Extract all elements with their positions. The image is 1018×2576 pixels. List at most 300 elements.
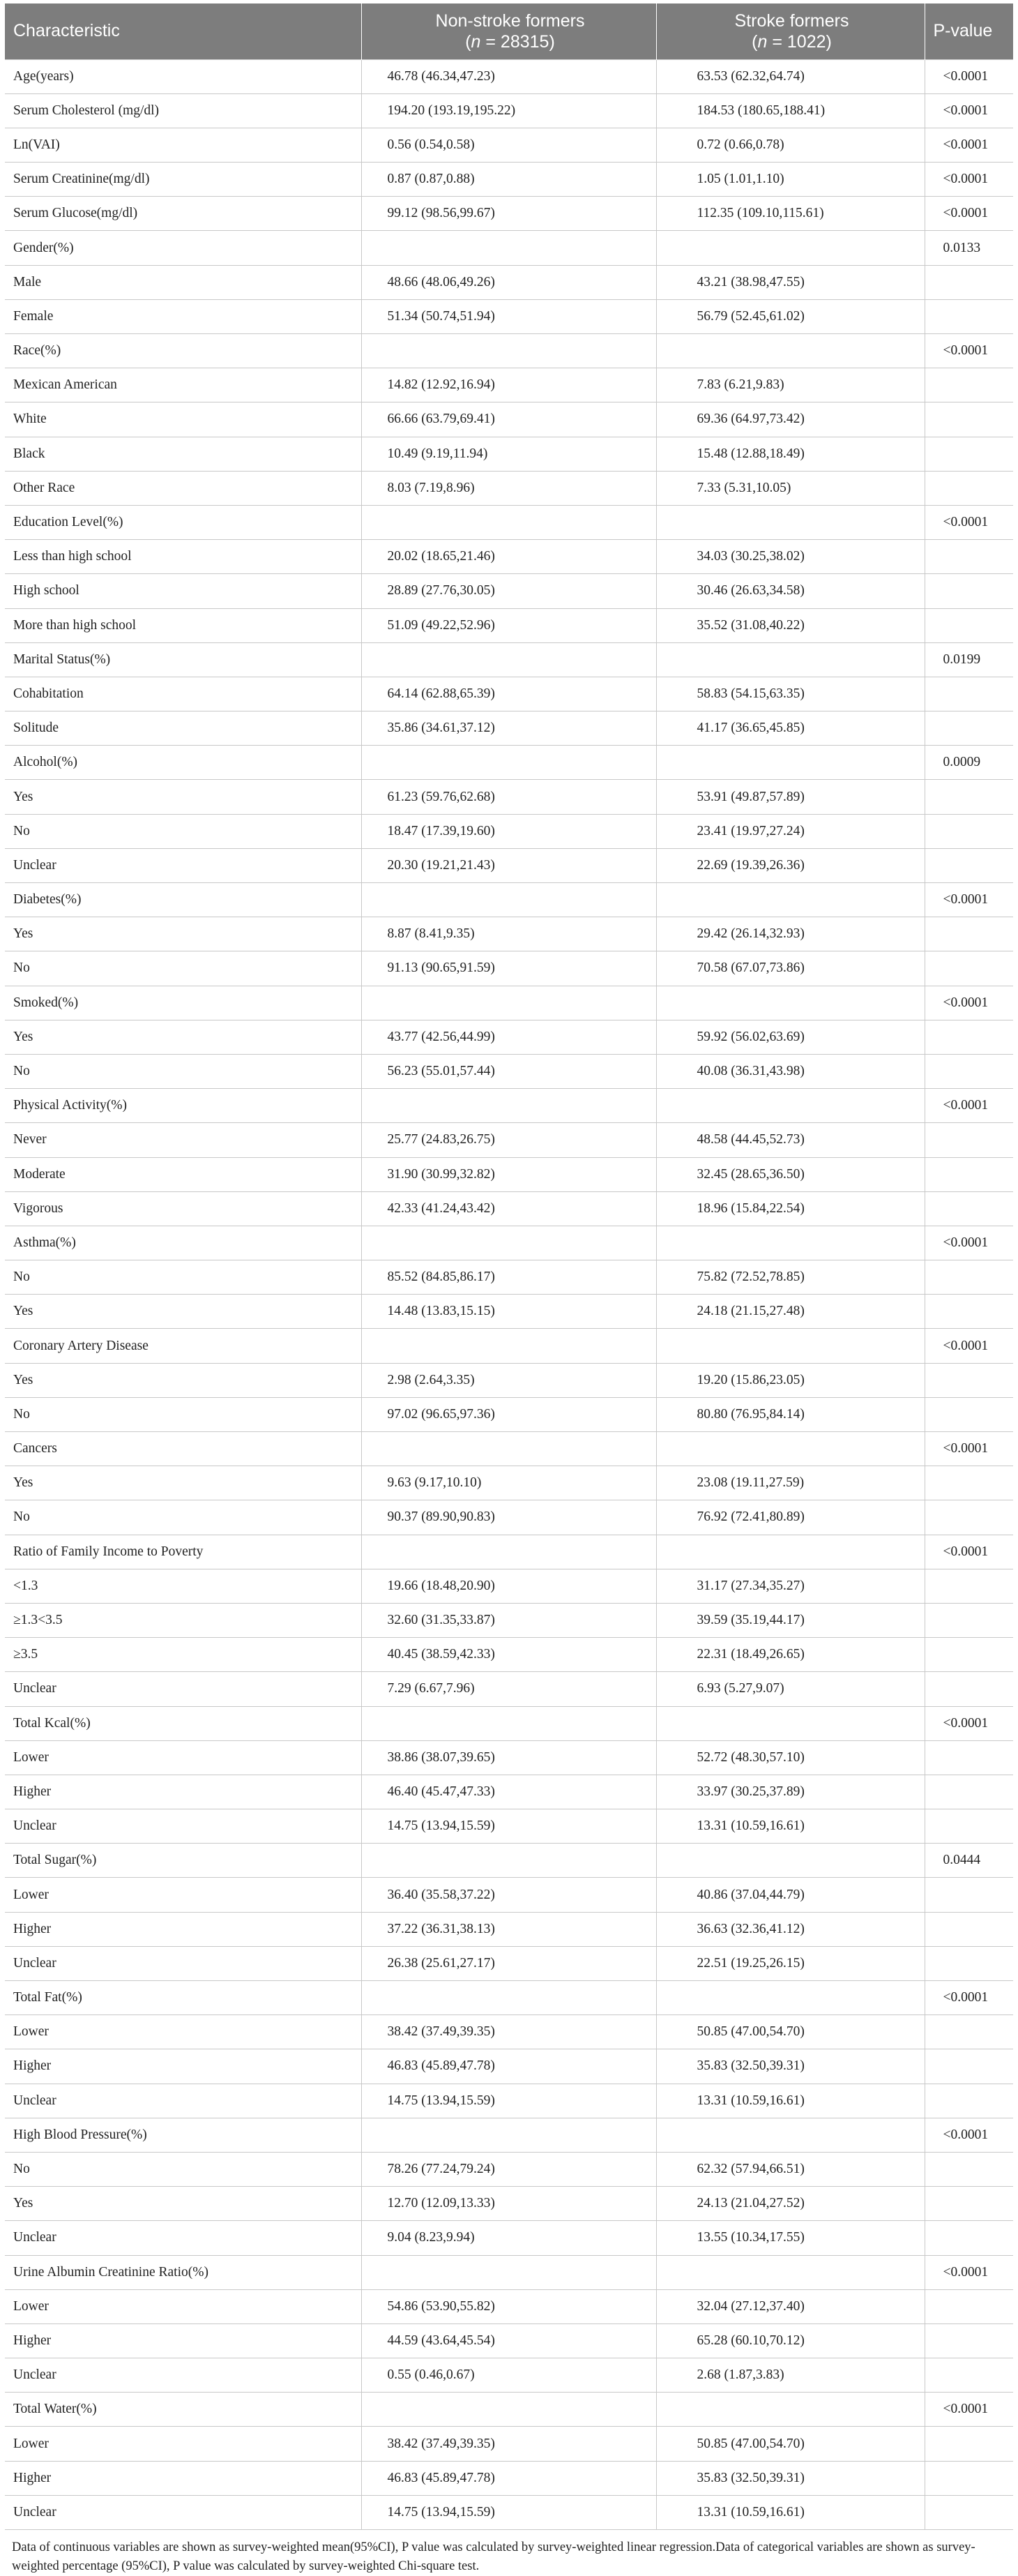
cell-characteristic: High Blood Pressure(%) xyxy=(5,2118,361,2152)
cell-p-value xyxy=(925,1912,1013,1946)
cell-characteristic: <1.3 xyxy=(5,1569,361,1603)
cell-p-value: <0.0001 xyxy=(925,163,1013,197)
cell-stroke-value: 56.79 (52.45,61.02) xyxy=(656,299,925,333)
cell-characteristic: Smoked(%) xyxy=(5,986,361,1020)
cell-non-stroke-value: 9.63 (9.17,10.10) xyxy=(361,1466,656,1500)
cell-stroke-value xyxy=(656,334,925,368)
cell-non-stroke-value: 7.29 (6.67,7.96) xyxy=(361,1672,656,1706)
cell-stroke-value: 31.17 (27.34,35.27) xyxy=(656,1569,925,1603)
cell-characteristic: Unclear xyxy=(5,1946,361,1980)
cell-stroke-value: 36.63 (32.36,41.12) xyxy=(656,1912,925,1946)
table-row xyxy=(5,1500,1013,1535)
cell-non-stroke-value xyxy=(361,2255,656,2289)
cell-non-stroke-value: 46.83 (45.89,47.78) xyxy=(361,2461,656,2495)
table-row xyxy=(5,437,1013,471)
table-row xyxy=(5,2427,1013,2461)
cell-p-value xyxy=(925,780,1013,814)
cell-characteristic: ≥3.5 xyxy=(5,1638,361,1672)
cell-stroke-value: 63.53 (62.32,64.74) xyxy=(656,59,925,93)
cell-stroke-value: 13.55 (10.34,17.55) xyxy=(656,2221,925,2255)
table-row xyxy=(5,848,1013,882)
cell-non-stroke-value: 14.75 (13.94,15.59) xyxy=(361,2495,656,2529)
table-row xyxy=(5,2323,1013,2358)
cell-p-value: <0.0001 xyxy=(925,1432,1013,1466)
table-row xyxy=(5,1432,1013,1466)
cell-non-stroke-value: 25.77 (24.83,26.75) xyxy=(361,1123,656,1157)
cell-p-value: <0.0001 xyxy=(925,197,1013,231)
table-row xyxy=(5,368,1013,402)
cell-non-stroke-value xyxy=(361,642,656,677)
cell-characteristic: No xyxy=(5,1397,361,1431)
cell-characteristic: Serum Glucose(mg/dl) xyxy=(5,197,361,231)
cell-p-value xyxy=(925,2495,1013,2529)
cell-stroke-value xyxy=(656,231,925,265)
cell-characteristic: Never xyxy=(5,1123,361,1157)
cell-p-value xyxy=(925,848,1013,882)
cell-characteristic: Total Fat(%) xyxy=(5,1981,361,2015)
cell-stroke-value: 2.68 (1.87,3.83) xyxy=(656,2358,925,2393)
cell-characteristic: Black xyxy=(5,437,361,471)
cell-characteristic: No xyxy=(5,2152,361,2186)
cell-p-value xyxy=(925,2289,1013,2323)
cell-p-value xyxy=(925,574,1013,608)
cell-non-stroke-value: 90.37 (89.90,90.83) xyxy=(361,1500,656,1535)
cell-stroke-value: 43.21 (38.98,47.55) xyxy=(656,265,925,299)
cell-non-stroke-value: 32.60 (31.35,33.87) xyxy=(361,1603,656,1637)
cell-p-value xyxy=(925,1295,1013,1329)
cell-characteristic: Ln(VAI) xyxy=(5,128,361,162)
cell-p-value xyxy=(925,814,1013,848)
cell-p-value: 0.0009 xyxy=(925,746,1013,780)
cell-p-value xyxy=(925,1260,1013,1295)
cell-p-value xyxy=(925,1672,1013,1706)
cell-p-value: <0.0001 xyxy=(925,1706,1013,1740)
cell-stroke-value: 76.92 (72.41,80.89) xyxy=(656,1500,925,1535)
cell-non-stroke-value xyxy=(361,1844,656,1878)
cell-characteristic: Yes xyxy=(5,1363,361,1397)
cell-p-value: 0.0444 xyxy=(925,1844,1013,1878)
cell-non-stroke-value: 12.70 (12.09,13.33) xyxy=(361,2187,656,2221)
table-row xyxy=(5,1363,1013,1397)
header-stroke-label: Stroke formers xyxy=(734,10,849,31)
cell-characteristic: Unclear xyxy=(5,848,361,882)
cell-p-value xyxy=(925,1397,1013,1431)
cell-characteristic: White xyxy=(5,402,361,437)
cell-non-stroke-value: 20.30 (19.21,21.43) xyxy=(361,848,656,882)
cell-stroke-value xyxy=(656,1844,925,1878)
cell-p-value xyxy=(925,2323,1013,2358)
cell-p-value xyxy=(925,1878,1013,1912)
table-row xyxy=(5,917,1013,951)
table-row xyxy=(5,163,1013,197)
cell-non-stroke-value xyxy=(361,1089,656,1123)
cell-characteristic: Unclear xyxy=(5,2358,361,2393)
cell-p-value xyxy=(925,2084,1013,2118)
cell-characteristic: Urine Albumin Creatinine Ratio(%) xyxy=(5,2255,361,2289)
cell-characteristic: Lower xyxy=(5,1740,361,1775)
cell-stroke-value: 48.58 (44.45,52.73) xyxy=(656,1123,925,1157)
cell-non-stroke-value xyxy=(361,2393,656,2427)
cell-non-stroke-value: 18.47 (17.39,19.60) xyxy=(361,814,656,848)
cell-non-stroke-value: 10.49 (9.19,11.94) xyxy=(361,437,656,471)
cell-stroke-value: 52.72 (48.30,57.10) xyxy=(656,1740,925,1775)
cell-characteristic: Race(%) xyxy=(5,334,361,368)
table-row xyxy=(5,2461,1013,2495)
cell-non-stroke-value: 56.23 (55.01,57.44) xyxy=(361,1054,656,1088)
cell-characteristic: Other Race xyxy=(5,471,361,505)
cell-non-stroke-value xyxy=(361,1432,656,1466)
cell-non-stroke-value: 46.78 (46.34,47.23) xyxy=(361,59,656,93)
table-row xyxy=(5,1844,1013,1878)
table-row xyxy=(5,2358,1013,2393)
cell-p-value xyxy=(925,677,1013,711)
table-row xyxy=(5,231,1013,265)
cell-non-stroke-value: 36.40 (35.58,37.22) xyxy=(361,1878,656,1912)
table-header-row xyxy=(5,3,1013,59)
cell-stroke-value: 35.52 (31.08,40.22) xyxy=(656,608,925,642)
cell-non-stroke-value: 14.48 (13.83,15.15) xyxy=(361,1295,656,1329)
cell-non-stroke-value: 0.56 (0.54,0.58) xyxy=(361,128,656,162)
table-row xyxy=(5,1466,1013,1500)
table-row xyxy=(5,471,1013,505)
cell-characteristic: Higher xyxy=(5,2323,361,2358)
characteristics-table xyxy=(5,3,1013,2530)
cell-non-stroke-value: 9.04 (8.23,9.94) xyxy=(361,2221,656,2255)
cell-p-value xyxy=(925,1809,1013,1844)
table-row xyxy=(5,951,1013,986)
cell-non-stroke-value: 28.89 (27.76,30.05) xyxy=(361,574,656,608)
cell-characteristic: Unclear xyxy=(5,2084,361,2118)
cell-characteristic: No xyxy=(5,951,361,986)
cell-p-value: <0.0001 xyxy=(925,93,1013,128)
cell-p-value: <0.0001 xyxy=(925,986,1013,1020)
cell-p-value xyxy=(925,2049,1013,2084)
cell-non-stroke-value: 48.66 (48.06,49.26) xyxy=(361,265,656,299)
cell-non-stroke-value xyxy=(361,231,656,265)
cell-non-stroke-value: 66.66 (63.79,69.41) xyxy=(361,402,656,437)
cell-stroke-value xyxy=(656,746,925,780)
cell-characteristic: Lower xyxy=(5,2015,361,2049)
cell-stroke-value: 15.48 (12.88,18.49) xyxy=(656,437,925,471)
cell-stroke-value: 33.97 (30.25,37.89) xyxy=(656,1775,925,1809)
cell-stroke-value xyxy=(656,1706,925,1740)
cell-stroke-value xyxy=(656,2393,925,2427)
cell-stroke-value: 59.92 (56.02,63.69) xyxy=(656,1020,925,1054)
cell-characteristic: Higher xyxy=(5,2461,361,2495)
cell-stroke-value: 40.08 (36.31,43.98) xyxy=(656,1054,925,1088)
cell-p-value xyxy=(925,368,1013,402)
cell-characteristic: High school xyxy=(5,574,361,608)
cell-non-stroke-value xyxy=(361,2118,656,2152)
cell-stroke-value: 22.51 (19.25,26.15) xyxy=(656,1946,925,1980)
cell-p-value xyxy=(925,299,1013,333)
table-row xyxy=(5,2393,1013,2427)
cell-characteristic: Ratio of Family Income to Poverty xyxy=(5,1535,361,1569)
cell-non-stroke-value: 26.38 (25.61,27.17) xyxy=(361,1946,656,1980)
cell-characteristic: No xyxy=(5,1260,361,1295)
cell-stroke-value: 50.85 (47.00,54.70) xyxy=(656,2427,925,2461)
cell-stroke-value: 184.53 (180.65,188.41) xyxy=(656,93,925,128)
cell-characteristic: Coronary Artery Disease xyxy=(5,1329,361,1363)
table-row xyxy=(5,1809,1013,1844)
cell-non-stroke-value: 54.86 (53.90,55.82) xyxy=(361,2289,656,2323)
cell-p-value xyxy=(925,1157,1013,1191)
cell-p-value: <0.0001 xyxy=(925,2118,1013,2152)
cell-p-value: 0.0199 xyxy=(925,642,1013,677)
cell-characteristic: ≥1.3<3.5 xyxy=(5,1603,361,1637)
table-row xyxy=(5,1020,1013,1054)
header-non-stroke-label: Non-stroke formers xyxy=(435,10,585,31)
table-row xyxy=(5,1054,1013,1088)
cell-p-value xyxy=(925,402,1013,437)
cell-non-stroke-value: 20.02 (18.65,21.46) xyxy=(361,540,656,574)
cell-stroke-value: 13.31 (10.59,16.61) xyxy=(656,2084,925,2118)
table-row xyxy=(5,986,1013,1020)
table-row xyxy=(5,93,1013,128)
cell-p-value xyxy=(925,951,1013,986)
cell-non-stroke-value: 64.14 (62.88,65.39) xyxy=(361,677,656,711)
table-row xyxy=(5,1878,1013,1912)
cell-stroke-value: 75.82 (72.52,78.85) xyxy=(656,1260,925,1295)
cell-characteristic: Gender(%) xyxy=(5,231,361,265)
cell-characteristic: Alcohol(%) xyxy=(5,746,361,780)
table-row xyxy=(5,2152,1013,2186)
cell-p-value xyxy=(925,1638,1013,1672)
cell-non-stroke-value: 78.26 (77.24,79.24) xyxy=(361,2152,656,2186)
cell-non-stroke-value: 8.03 (7.19,8.96) xyxy=(361,471,656,505)
table-row xyxy=(5,1740,1013,1775)
cell-non-stroke-value: 14.75 (13.94,15.59) xyxy=(361,1809,656,1844)
cell-non-stroke-value: 51.34 (50.74,51.94) xyxy=(361,299,656,333)
cell-characteristic: Age(years) xyxy=(5,59,361,93)
cell-non-stroke-value: 14.75 (13.94,15.59) xyxy=(361,2084,656,2118)
cell-p-value xyxy=(925,265,1013,299)
cell-non-stroke-value xyxy=(361,334,656,368)
cell-p-value xyxy=(925,608,1013,642)
cell-characteristic: More than high school xyxy=(5,608,361,642)
cell-p-value: <0.0001 xyxy=(925,883,1013,917)
cell-p-value: 0.0133 xyxy=(925,231,1013,265)
table-row xyxy=(5,1912,1013,1946)
cell-stroke-value: 65.28 (60.10,70.12) xyxy=(656,2323,925,2358)
cell-stroke-value: 24.18 (21.15,27.48) xyxy=(656,1295,925,1329)
table-row xyxy=(5,402,1013,437)
cell-stroke-value: 34.03 (30.25,38.02) xyxy=(656,540,925,574)
cell-characteristic: Total Sugar(%) xyxy=(5,1844,361,1878)
cell-non-stroke-value: 2.98 (2.64,3.35) xyxy=(361,1363,656,1397)
cell-non-stroke-value: 38.42 (37.49,39.35) xyxy=(361,2015,656,2049)
cell-non-stroke-value: 42.33 (41.24,43.42) xyxy=(361,1191,656,1226)
cell-non-stroke-value: 91.13 (90.65,91.59) xyxy=(361,951,656,986)
cell-non-stroke-value: 19.66 (18.48,20.90) xyxy=(361,1569,656,1603)
table-row xyxy=(5,814,1013,848)
cell-stroke-value: 13.31 (10.59,16.61) xyxy=(656,1809,925,1844)
table-row xyxy=(5,2495,1013,2529)
table-row xyxy=(5,505,1013,539)
cell-non-stroke-value xyxy=(361,1981,656,2015)
header-p-value: P-value xyxy=(933,21,993,41)
cell-characteristic: Physical Activity(%) xyxy=(5,1089,361,1123)
cell-p-value xyxy=(925,1191,1013,1226)
cell-non-stroke-value: 38.42 (37.49,39.35) xyxy=(361,2427,656,2461)
table-row xyxy=(5,59,1013,93)
cell-characteristic: Vigorous xyxy=(5,1191,361,1226)
cell-stroke-value: 6.93 (5.27,9.07) xyxy=(656,1672,925,1706)
table-row xyxy=(5,2255,1013,2289)
cell-non-stroke-value: 44.59 (43.64,45.54) xyxy=(361,2323,656,2358)
table-row xyxy=(5,2015,1013,2049)
cell-non-stroke-value: 99.12 (98.56,99.67) xyxy=(361,197,656,231)
cell-non-stroke-value: 0.87 (0.87,0.88) xyxy=(361,163,656,197)
table-row xyxy=(5,1946,1013,1980)
cell-p-value: <0.0001 xyxy=(925,1329,1013,1363)
cell-stroke-value: 19.20 (15.86,23.05) xyxy=(656,1363,925,1397)
cell-non-stroke-value xyxy=(361,883,656,917)
table-row xyxy=(5,1672,1013,1706)
table-container xyxy=(5,3,1013,2576)
cell-non-stroke-value: 97.02 (96.65,97.36) xyxy=(361,1397,656,1431)
cell-non-stroke-value: 85.52 (84.85,86.17) xyxy=(361,1260,656,1295)
cell-p-value xyxy=(925,711,1013,746)
cell-p-value xyxy=(925,2015,1013,2049)
cell-stroke-value: 112.35 (109.10,115.61) xyxy=(656,197,925,231)
table-row xyxy=(5,2289,1013,2323)
cell-p-value: <0.0001 xyxy=(925,2255,1013,2289)
cell-p-value xyxy=(925,2221,1013,2255)
cell-non-stroke-value: 38.86 (38.07,39.65) xyxy=(361,1740,656,1775)
cell-characteristic: Diabetes(%) xyxy=(5,883,361,917)
cell-stroke-value: 32.04 (27.12,37.40) xyxy=(656,2289,925,2323)
cell-stroke-value: 58.83 (54.15,63.35) xyxy=(656,677,925,711)
cell-stroke-value: 39.59 (35.19,44.17) xyxy=(656,1603,925,1637)
cell-stroke-value xyxy=(656,1981,925,2015)
cell-p-value xyxy=(925,2358,1013,2393)
cell-p-value: <0.0001 xyxy=(925,505,1013,539)
table-row xyxy=(5,265,1013,299)
table-row xyxy=(5,2049,1013,2084)
cell-stroke-value: 32.45 (28.65,36.50) xyxy=(656,1157,925,1191)
cell-p-value: <0.0001 xyxy=(925,1089,1013,1123)
cell-stroke-value: 30.46 (26.63,34.58) xyxy=(656,574,925,608)
cell-stroke-value: 40.86 (37.04,44.79) xyxy=(656,1878,925,1912)
cell-non-stroke-value xyxy=(361,1535,656,1569)
table-row xyxy=(5,1775,1013,1809)
cell-stroke-value: 18.96 (15.84,22.54) xyxy=(656,1191,925,1226)
cell-non-stroke-value: 35.86 (34.61,37.12) xyxy=(361,711,656,746)
cell-stroke-value xyxy=(656,1226,925,1260)
cell-p-value xyxy=(925,1123,1013,1157)
table-row xyxy=(5,1295,1013,1329)
cell-stroke-value: 7.33 (5.31,10.05) xyxy=(656,471,925,505)
cell-p-value: <0.0001 xyxy=(925,59,1013,93)
cell-stroke-value: 23.41 (19.97,27.24) xyxy=(656,814,925,848)
table-row xyxy=(5,1638,1013,1672)
cell-characteristic: Solitude xyxy=(5,711,361,746)
cell-characteristic: Unclear xyxy=(5,2221,361,2255)
cell-characteristic: Male xyxy=(5,265,361,299)
cell-p-value xyxy=(925,1569,1013,1603)
cell-stroke-value: 80.80 (76.95,84.14) xyxy=(656,1397,925,1431)
cell-stroke-value xyxy=(656,505,925,539)
cell-non-stroke-value: 61.23 (59.76,62.68) xyxy=(361,780,656,814)
table-row xyxy=(5,197,1013,231)
header-stroke-formers: Stroke formers (n = 1022) xyxy=(656,3,925,59)
cell-characteristic: Total Water(%) xyxy=(5,2393,361,2427)
cell-non-stroke-value: 43.77 (42.56,44.99) xyxy=(361,1020,656,1054)
cell-characteristic: Mexican American xyxy=(5,368,361,402)
cell-characteristic: Total Kcal(%) xyxy=(5,1706,361,1740)
cell-stroke-value xyxy=(656,2118,925,2152)
cell-characteristic: Less than high school xyxy=(5,540,361,574)
header-non-stroke-formers: Non-stroke formers (n = 28315) xyxy=(361,3,656,59)
cell-characteristic: Unclear xyxy=(5,2495,361,2529)
cell-characteristic: Yes xyxy=(5,1466,361,1500)
table-row xyxy=(5,1706,1013,1740)
cell-characteristic: Higher xyxy=(5,1912,361,1946)
cell-non-stroke-value: 46.40 (45.47,47.33) xyxy=(361,1775,656,1809)
cell-characteristic: Lower xyxy=(5,2427,361,2461)
cell-characteristic: Cohabitation xyxy=(5,677,361,711)
cell-stroke-value: 24.13 (21.04,27.52) xyxy=(656,2187,925,2221)
cell-stroke-value: 50.85 (47.00,54.70) xyxy=(656,2015,925,2049)
table-row xyxy=(5,1260,1013,1295)
table-row xyxy=(5,608,1013,642)
cell-p-value: <0.0001 xyxy=(925,128,1013,162)
cell-non-stroke-value: 31.90 (30.99,32.82) xyxy=(361,1157,656,1191)
cell-characteristic: Yes xyxy=(5,780,361,814)
table-row xyxy=(5,642,1013,677)
cell-characteristic: No xyxy=(5,1054,361,1088)
cell-p-value xyxy=(925,437,1013,471)
table-row xyxy=(5,1089,1013,1123)
cell-characteristic: Education Level(%) xyxy=(5,505,361,539)
table-row xyxy=(5,677,1013,711)
table-row xyxy=(5,1157,1013,1191)
cell-non-stroke-value xyxy=(361,1329,656,1363)
cell-p-value xyxy=(925,1603,1013,1637)
cell-characteristic: Cancers xyxy=(5,1432,361,1466)
cell-non-stroke-value: 46.83 (45.89,47.78) xyxy=(361,2049,656,2084)
cell-p-value xyxy=(925,2152,1013,2186)
cell-characteristic: Asthma(%) xyxy=(5,1226,361,1260)
cell-p-value: <0.0001 xyxy=(925,1226,1013,1260)
cell-non-stroke-value: 194.20 (193.19,195.22) xyxy=(361,93,656,128)
table-row xyxy=(5,1981,1013,2015)
cell-stroke-value: 13.31 (10.59,16.61) xyxy=(656,2495,925,2529)
cell-characteristic: No xyxy=(5,814,361,848)
cell-characteristic: Moderate xyxy=(5,1157,361,1191)
cell-stroke-value xyxy=(656,1329,925,1363)
cell-p-value: <0.0001 xyxy=(925,2393,1013,2427)
cell-p-value xyxy=(925,1946,1013,1980)
header-characteristic: Characteristic xyxy=(5,3,361,59)
table-row xyxy=(5,1535,1013,1569)
cell-p-value xyxy=(925,917,1013,951)
table-row xyxy=(5,883,1013,917)
table-row xyxy=(5,1329,1013,1363)
cell-stroke-value xyxy=(656,1535,925,1569)
cell-p-value xyxy=(925,540,1013,574)
cell-p-value xyxy=(925,1500,1013,1535)
table-row xyxy=(5,2221,1013,2255)
cell-stroke-value: 29.42 (26.14,32.93) xyxy=(656,917,925,951)
cell-p-value xyxy=(925,2187,1013,2221)
cell-stroke-value xyxy=(656,1089,925,1123)
cell-characteristic: Unclear xyxy=(5,1809,361,1844)
cell-stroke-value: 53.91 (49.87,57.89) xyxy=(656,780,925,814)
table-row xyxy=(5,334,1013,368)
cell-stroke-value: 62.32 (57.94,66.51) xyxy=(656,2152,925,2186)
